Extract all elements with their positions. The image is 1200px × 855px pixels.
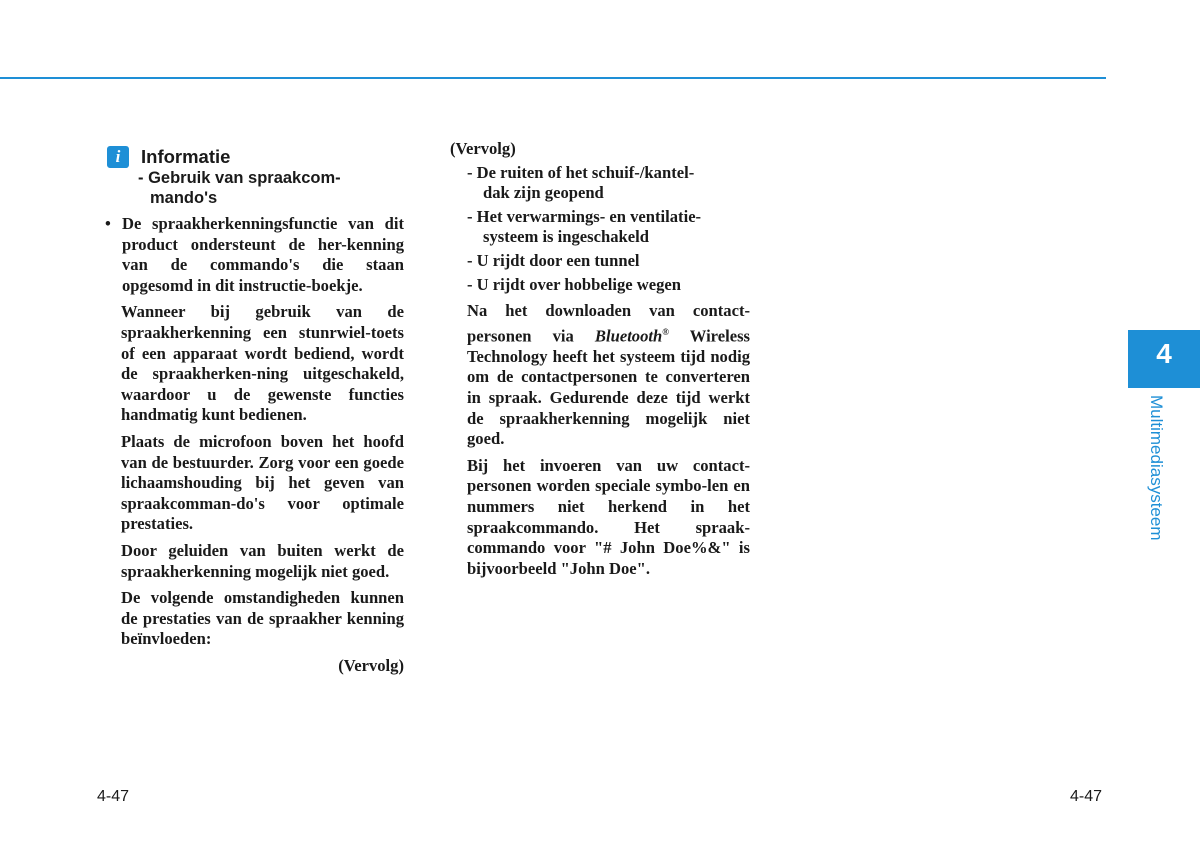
- paragraph: Plaats de microfoon boven het hoofd van de bestuurder. Zorg voor een goede lichaamshouding bij het geven van spraakcomman-do's voor optimale prestaties.: [121, 431, 404, 534]
- left-column: [104, 146, 404, 676]
- right-column: [450, 139, 750, 585]
- bullet-dot: •: [105, 214, 111, 233]
- paragraph: Bij het invoeren van uw contact-personen worden speciale symbo-len en nummers niet herkend in het spraakcommando. Het spraak-commando voor "# John Doe%&" is bijvoorbeeld "John Doe".: [467, 455, 750, 578]
- info-subtitle-line2: mando's: [150, 189, 218, 207]
- list-item: - De ruiten of het schuif-/kantel- dak zijn geopend: [467, 162, 695, 203]
- info-title: Informatie: [141, 145, 231, 167]
- list-item: - U rijdt over hobbelige wegen: [467, 274, 682, 294]
- list-item: - U rijdt door een tunnel: [467, 250, 640, 270]
- paragraph: De volgende omstandigheden kunnen de prestaties van de spraakher kenning beïnvloeden:: [121, 588, 404, 649]
- info-subtitle-line1: - Gebruik van spraakcom-: [138, 169, 341, 187]
- paragraph: Door geluiden van buiten werkt de spraakherkenning mogelijk niet goed.: [121, 540, 404, 581]
- info-header: [104, 146, 404, 168]
- paragraph: De spraakherkenningsfunctie van dit product ondersteunt de her-kenning van de commando's die staan opgesomd in dit instructie-boekje.: [122, 214, 404, 295]
- bullet-item: [104, 214, 404, 302]
- header-rule: [0, 77, 1106, 79]
- bluetooth-brand: Bluetooth: [594, 326, 663, 346]
- continued-label: (Vervolg): [450, 139, 516, 158]
- chapter-number: 4: [1156, 338, 1172, 369]
- info-icon: i: [107, 146, 129, 168]
- paragraph: Na het downloaden van contact-personen via Bluetooth® Wireless Technology heeft het systeem tijd nodig om de contactpersonen te converteren in spraak. Gedurende deze tijd werkt de spraakherkenning mogelijk niet goed.: [467, 301, 750, 449]
- page-number-left: 4-47: [97, 788, 130, 805]
- chapter-title: Multimediasysteem: [1147, 395, 1166, 541]
- info-subtitle: [138, 168, 388, 208]
- paragraph: Wanneer bij gebruik van de spraakherkenning een stunrwiel-toets of een apparaat wordt bediend, wordt de spraakherken-ning uitgeschakeld, waardoor u de gewenste functies handmatig kunt bedienen.: [121, 302, 404, 425]
- chapter-tab: [1128, 330, 1200, 388]
- page-number-right: 4-47: [1070, 788, 1103, 805]
- list-item: - Het verwarmings- en ventilatie- systeem is ingeschakeld: [467, 206, 702, 247]
- continued-label: (Vervolg): [338, 655, 404, 675]
